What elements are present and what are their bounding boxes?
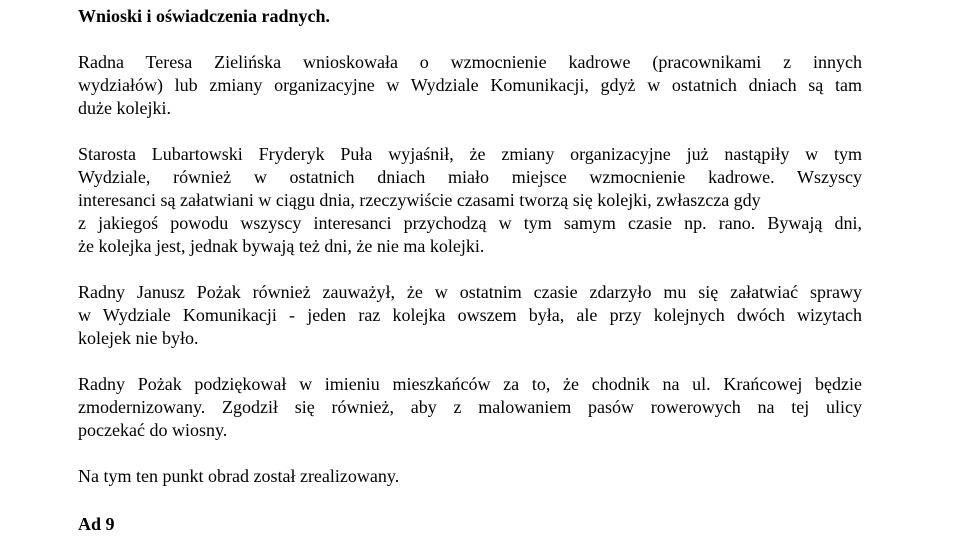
text-line: że kolejka jest, jednak bywają też dni, że nie ma kolejki. <box>78 236 485 256</box>
paragraph-zielinska-request <box>78 51 862 120</box>
paragraph-spacer <box>78 258 862 281</box>
text-line: zmodernizowany. Zgodził się również, aby z malowaniem pasów rowerowych na tej ulicy <box>78 397 862 417</box>
paragraph-spacer <box>78 120 862 143</box>
document-page <box>78 5 862 488</box>
text-line: poczekać do wiosny. <box>78 420 228 440</box>
paragraph-pozak-thanks <box>78 373 862 442</box>
text-line: w Wydziale Komunikacji - jeden raz kolejka owszem była, ale przy kolejnych dwóch wizytach <box>78 305 862 325</box>
paragraph-spacer <box>78 28 862 51</box>
text-line: Starosta Lubartowski Fryderyk Puła wyjaśnił, że zmiany organizacyjne już nastąpiły w tym <box>78 144 862 164</box>
text-line: Radna Teresa Zielińska wnioskowała o wzmocnienie kadrowe (pracownikami z innych <box>78 52 862 72</box>
paragraph-spacer <box>78 350 862 373</box>
paragraph-starosta-response <box>78 143 862 258</box>
text-line: Radny Pożak podziękował w imieniu mieszkańców za to, że chodnik na ul. Krańcowej będzie <box>78 374 862 394</box>
text-line: wydziałów) lub zmiany organizacyjne w Wydziale Komunikacji, gdyż w ostatnich dniach są tam <box>78 75 862 95</box>
paragraph-closing <box>78 465 862 488</box>
text-line: z jakiegoś powodu wszyscy interesanci przychodzą w tym samym czasie np. rano. Bywają dni, <box>78 213 862 233</box>
text-line: kolejek nie było. <box>78 328 199 348</box>
text-line: Radny Janusz Pożak również zauważył, że w ostatnim czasie zdarzyło mu się załatwiać sprawy <box>78 282 862 302</box>
text-line: duże kolejki. <box>78 98 171 118</box>
text-line: Wydziale, również w ostatnich dniach miało miejsce wzmocnienie kadrowe. Wszyscy <box>78 167 862 187</box>
next-section-heading: Ad 9 <box>78 514 115 534</box>
text-line: Na tym ten punkt obrad został zrealizowany. <box>78 466 400 486</box>
text-line: interesanci są załatwiani w ciągu dnia, rzeczywiście czasami tworzą się kolejki, zwłaszcza gdy <box>78 190 761 210</box>
paragraph-spacer <box>78 442 862 465</box>
section-heading: Wnioski i oświadczenia radnych. <box>78 6 331 26</box>
paragraph-pozak-observation <box>78 281 862 350</box>
